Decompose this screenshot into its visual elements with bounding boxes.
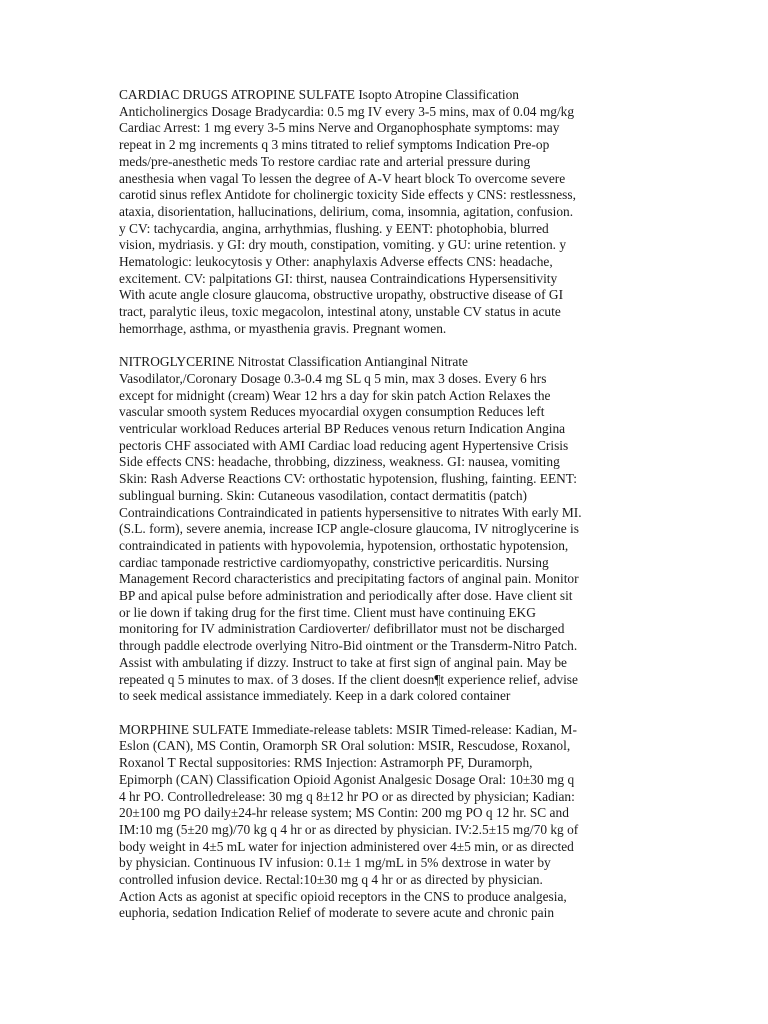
text-line: IM:10 mg (5±20 mg)/70 kg q 4 hr or as directed by physician. IV:2.5±15 mg/70 kg of: [119, 821, 579, 837]
text-line: Vasodilator,/Coronary Dosage 0.3-0.4 mg SL q 5 min, max 3 doses. Every 6 hrs: [119, 370, 547, 386]
text-line: 20±100 mg PO daily±24-hr release system; MS Contin: 200 mg PO q 12 hr. SC and: [119, 805, 569, 821]
text-line: sublingual burning. Skin: Cutaneous vasodilation, contact dermatitis (patch): [119, 487, 527, 503]
text-line: (S.L. form), severe anemia, increase ICP angle-closure glaucoma, IV nitroglycerine is: [119, 521, 579, 537]
text-line: Action Acts as agonist at specific opioid receptors in the CNS to produce analgesia,: [119, 888, 567, 904]
text-line: ventricular workload Reduces arterial BP Reduces venous return Indication Angina: [119, 421, 566, 437]
text-line: Side effects CNS: headache, throbbing, dizziness, weakness. GI: nausea, vomiting: [119, 454, 560, 470]
text-line: through paddle electrode overlying Nitro-Bid ointment or the Transderm-Nitro Patch.: [119, 638, 578, 654]
text-line: carotid sinus reflex Antidote for cholinergic toxicity Side effects y CNS: restlessness,: [119, 187, 576, 203]
text-line: hemorrhage, asthma, or myasthenia gravis. Pregnant women.: [119, 320, 447, 336]
text-line: CARDIAC DRUGS ATROPINE SULFATE Isopto Atropine Classification: [119, 87, 519, 102]
text-line: tract, paralytic ileus, toxic megacolon, intestinal atony, unstable CV status in acute: [119, 304, 561, 320]
text-line: monitoring for IV administration Cardioverter/ defibrillator must not be discharged: [119, 621, 565, 637]
text-line: NITROGLYCERINE Nitrostat Classification Antianginal Nitrate: [119, 354, 468, 370]
text-line: Hematologic: leukocytosis y Other: anaphylaxis Adverse effects CNS: headache,: [119, 254, 553, 270]
text-line: meds/pre-anesthetic meds To restore cardiac rate and arterial pressure during: [119, 153, 531, 169]
text-line: controlled infusion device. Rectal:10±30 mg q 4 hr or as directed by physician.: [119, 872, 543, 888]
text-line: vision, mydriasis. y GI: dry mouth, constipation, vomiting. y GU: urine retention. y: [119, 237, 567, 253]
text-line: Eslon (CAN), MS Contin, Oramorph SR Oral solution: MSIR, Rescudose, Roxanol,: [119, 738, 571, 754]
text-line: Anticholinergics Dosage Bradycardia: 0.5 mg IV every 3-5 mins, max of 0.04 mg/kg: [119, 103, 575, 119]
text-line: vascular smooth system Reduces myocardial oxygen consumption Reduces left: [119, 404, 545, 420]
text-line: Assist with ambulating if dizzy. Instruct to take at first sign of anginal pain. May be: [119, 654, 567, 670]
text-line: cardiac tamponade restrictive cardiomyopathy, constrictive pericarditis. Nursing: [119, 554, 549, 570]
text-line: or lie down if taking drug for the first time. Client must have continuing EKG: [119, 604, 536, 620]
text-line: With acute angle closure glaucoma, obstructive uropathy, obstructive disease of GI: [119, 287, 564, 303]
text-line: repeated q 5 minutes to max. of 3 doses. If the client doesn¶t experience relief, advise: [119, 671, 578, 687]
text-line: MORPHINE SULFATE Immediate-release tablets: MSIR Timed-release: Kadian, M-: [119, 721, 577, 737]
text-line: Management Record characteristics and precipitating factors of anginal pain. Monitor: [119, 571, 579, 587]
text-line: ataxia, disorientation, hallucinations, delirium, coma, insomnia, agitation, confusion.: [119, 203, 574, 219]
text-line: BP and apical pulse before administration and periodically after dose. Have client sit: [119, 588, 573, 604]
text-line: contraindicated in patients with hypovolemia, hypotension, orthostatic hypotension,: [119, 537, 569, 553]
text-line: Skin: Rash Adverse Reactions CV: orthostatic hypotension, flushing, fainting. EENT:: [119, 471, 578, 487]
text-line: euphoria, sedation Indication Relief of moderate to severe acute and chronic pain: [119, 905, 555, 921]
text-line: except for midnight (cream) Wear 12 hrs a day for skin patch Action Relaxes the: [119, 387, 551, 403]
text-line: 4 hr PO. Controlledrelease: 30 mg q 8±12 hr PO or as directed by physician; Kadian:: [119, 788, 575, 804]
nitroglycerine-paragraph: [119, 354, 655, 705]
text-line: repeat in 2 mg increments q 3 mins titrated to relief symptoms Indication Pre-op: [119, 137, 550, 153]
text-line: anesthesia when vagal To lessen the degree of A-V heart block To overcome severe: [119, 170, 566, 186]
document-body: [119, 87, 655, 939]
atropine-sulfate-paragraph: [119, 87, 655, 338]
morphine-sulfate-paragraph: [119, 722, 655, 922]
text-line: Epimorph (CAN) Classification Opioid Agonist Analgesic Dosage Oral: 10±30 mg q: [119, 771, 575, 787]
text-line: Roxanol T Rectal suppositories: RMS Injection: Astramorph PF, Duramorph,: [119, 755, 533, 771]
text-line: Contraindications Contraindicated in patients hypersensitive to nitrates With early MI.: [119, 504, 582, 520]
text-line: pectoris CHF associated with AMI Cardiac load reducing agent Hypertensive Crisis: [119, 437, 569, 453]
text-line: excitement. CV: palpitations GI: thirst, nausea Contraindications Hypersensitivity: [119, 270, 558, 286]
text-line: body weight in 4±5 mL water for injection administered over 4±5 min, or as directed: [119, 838, 574, 854]
text-line: Cardiac Arrest: 1 mg every 3-5 mins Nerve and Organophosphate symptoms: may: [119, 120, 560, 136]
text-line: y CV: tachycardia, angina, arrhythmias, flushing. y EENT: photophobia, blurred: [119, 220, 549, 236]
text-line: by physician. Continuous IV infusion: 0.1± 1 mg/mL in 5% dextrose in water by: [119, 855, 551, 871]
text-line: to seek medical assistance immediately. Keep in a dark colored container: [119, 688, 511, 704]
